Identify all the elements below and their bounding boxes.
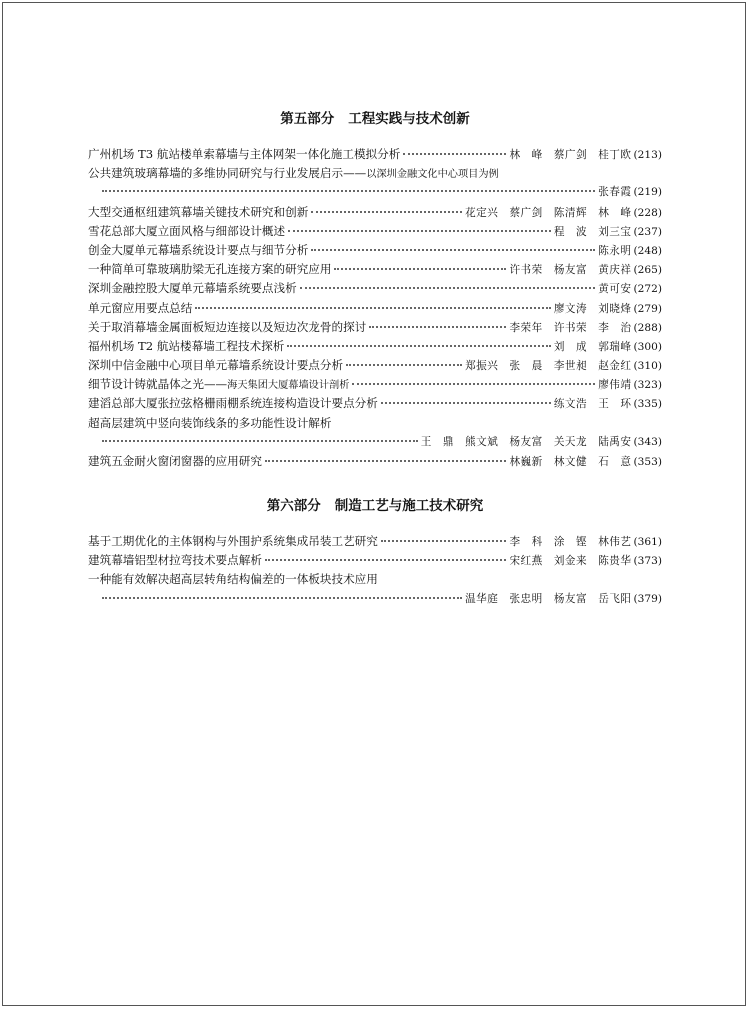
toc-entry[interactable]: [88, 394, 662, 413]
section-5: [88, 107, 662, 471]
entry-page: (323): [633, 379, 662, 392]
entry-page: (343): [633, 435, 662, 448]
toc-entry[interactable]: [88, 222, 662, 241]
entry-page: (300): [633, 340, 662, 353]
toc-entry[interactable]: [88, 375, 662, 394]
entry-title-wrap: [88, 375, 349, 395]
entry-authors: 宋红燕 刘金来 陈贵华: [509, 555, 632, 568]
toc-entry[interactable]: [88, 260, 662, 279]
entry-title: 基于工期优化的主体钢构与外围护系统集成吊装工艺研究: [88, 534, 378, 548]
dot-leader: [403, 152, 506, 155]
dot-leader: [300, 286, 596, 289]
entry-title: 一种简单可靠玻璃肋梁无孔连接方案的研究应用: [88, 262, 332, 277]
entry-authors: 李荣年 许书荣 李 治: [509, 321, 632, 334]
toc-entry[interactable]: [88, 532, 662, 551]
entry-authors: 林巍新 林文健 石 意: [509, 456, 632, 468]
entry-page: (237): [633, 225, 662, 238]
section-title: [88, 494, 662, 518]
entry-title: 雪花总部大厦立面风格与细部设计概述: [88, 223, 286, 238]
dot-leader: [369, 325, 506, 328]
entry-page: (213): [633, 149, 662, 161]
entry-title: 一种能有效解决超高层转角结构偏差的一体板块技术应用: [88, 572, 378, 587]
dot-leader: [288, 229, 551, 232]
toc-entry-continuation[interactable]: [88, 183, 662, 202]
entry-authors: 廖伟靖: [598, 379, 632, 392]
entry-authors: 林 峰 蔡广剑 桂丁欧: [509, 149, 632, 161]
dot-leader: [346, 363, 462, 366]
entry-title: 超高层建筑中竖向装饰线条的多功能性设计解析: [88, 415, 332, 430]
entry-page: (288): [633, 321, 662, 334]
entry-authors: 花定兴 蔡广剑 陈清辉 林 峰: [465, 206, 632, 219]
entry-title: 关于取消幕墙金属面板短边连接以及短边次龙骨的探讨: [88, 319, 367, 334]
entry-page: (373): [633, 555, 662, 568]
dot-leader: [311, 210, 462, 213]
entry-page: (228): [633, 206, 662, 219]
entry-subtitle: 海天集团大厦幕墙设计剖析: [227, 380, 350, 392]
entry-authors: 郑振兴 张 晨 李世昶 赵金红: [465, 360, 632, 373]
entry-title: 公共建筑玻璃幕墙的多维协同研究与行业发展启示——: [88, 166, 367, 181]
entry-page: (310): [633, 360, 662, 373]
dot-leader: [265, 459, 507, 462]
entry-authors: 刘 成 郭瑞峰: [553, 340, 632, 353]
toc-entry[interactable]: [88, 145, 662, 164]
entry-page: (248): [633, 244, 662, 257]
entry-authors: 程 波 刘三宝: [553, 225, 632, 238]
entry-page: (361): [633, 536, 662, 548]
dot-leader: [381, 401, 551, 404]
section-name: 工程实践与技术创新: [348, 111, 470, 127]
dot-leader: [102, 439, 418, 442]
entry-page: (272): [633, 283, 662, 296]
toc-entry[interactable]: [88, 279, 662, 298]
section-6: [88, 494, 662, 609]
toc-entry[interactable]: [88, 551, 662, 570]
entry-page: (265): [633, 264, 662, 277]
dot-leader: [287, 344, 550, 347]
toc-entry[interactable]: [88, 452, 662, 471]
entry-page: (335): [633, 398, 662, 411]
dot-leader: [381, 539, 507, 542]
entry-title: 建筑五金耐火窗闭窗器的应用研究: [88, 454, 262, 468]
dot-leader: [195, 306, 550, 309]
entry-authors: 陈永明: [598, 244, 632, 257]
toc-entry[interactable]: [88, 299, 662, 318]
section-number: 第五部分: [280, 111, 335, 127]
entry-title: 大型交通枢纽建筑幕墙关键技术研究和创新: [88, 204, 309, 219]
entry-subtitle: 以深圳金融文化中心项目为例: [366, 169, 499, 181]
dot-leader: [102, 189, 595, 192]
entry-title: 深圳金融控股大厦单元幕墙系统要点浅析: [88, 281, 297, 296]
entry-title: 创金大厦单元幕墙系统设计要点与细节分析: [88, 242, 309, 257]
toc-list: [88, 532, 662, 609]
entry-authors: 许书荣 杨友富 黄庆祥: [509, 264, 632, 277]
toc-entry[interactable]: [88, 356, 662, 375]
section-name: 制造工艺与施工技术研究: [334, 498, 484, 514]
entry-title: 福州机场 T2 航站楼幕墙工程技术探析: [88, 338, 285, 353]
entry-title: 建滔总部大厦张拉弦格栅雨棚系统连接构造设计要点分析: [88, 396, 378, 411]
entry-title: 深圳中信金融中心项目单元幕墙系统设计要点分析: [88, 358, 344, 373]
toc-list: [88, 145, 662, 471]
entry-title-wrap: [88, 164, 662, 184]
dot-leader: [334, 267, 506, 270]
entry-page: (379): [633, 592, 662, 605]
toc-entry-continuation[interactable]: [88, 433, 662, 452]
entry-page: (353): [633, 456, 662, 468]
entry-authors: 张春霞: [598, 186, 632, 199]
entry-title: 细节设计铸就晶体之光——: [88, 377, 228, 392]
dot-leader: [352, 382, 595, 385]
dot-leader: [265, 558, 507, 561]
entry-page: (219): [633, 186, 662, 199]
toc-entry-continuation[interactable]: [88, 590, 662, 609]
section-number: 第六部分: [266, 498, 321, 514]
section-title: [88, 107, 662, 131]
toc-entry[interactable]: [88, 241, 662, 260]
toc-entry[interactable]: [88, 203, 662, 222]
dot-leader: [311, 248, 595, 251]
entry-authors: 王 鼎 熊文斌 杨友富 关天龙 陆禹安: [420, 435, 632, 448]
entry-title: 建筑幕墙铝型材拉弯技术要点解析: [88, 553, 262, 568]
entry-authors: 李 科 涂 铿 林伟艺: [509, 536, 632, 548]
entry-page: (279): [633, 302, 662, 315]
entry-authors: 廖文涛 刘晓烽: [553, 302, 632, 315]
dot-leader: [102, 596, 462, 599]
entry-title: 广州机场 T3 航站楼单索幕墙与主体网架一体化施工模拟分析: [88, 147, 401, 161]
entry-authors: 练文浩 王 环: [553, 398, 632, 411]
toc-entry[interactable]: [88, 570, 662, 589]
entry-title: 单元窗应用要点总结: [88, 300, 193, 315]
toc-entry[interactable]: [88, 318, 662, 337]
toc-entry[interactable]: [88, 164, 662, 183]
entry-authors: 温华庭 张忠明 杨友富 岳飞阳: [465, 592, 632, 605]
entry-authors: 黄可安: [598, 283, 632, 296]
toc-entry[interactable]: [88, 337, 662, 356]
toc-entry[interactable]: [88, 414, 662, 433]
